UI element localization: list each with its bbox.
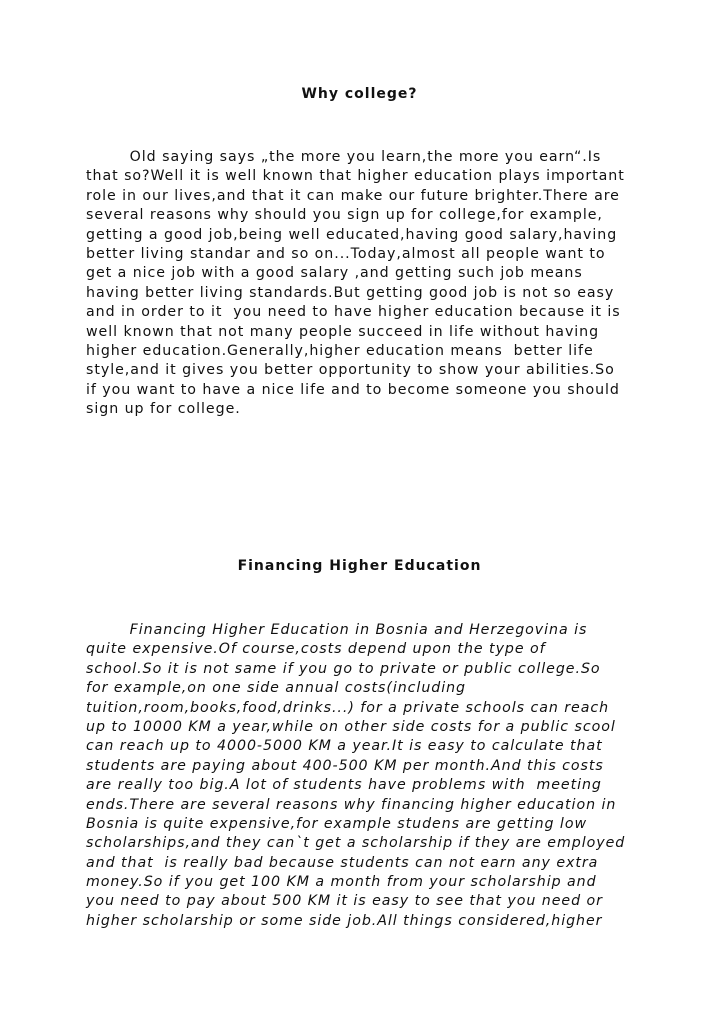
- text-line: Old saying says „the more you learn,the more you earn“.Is: [86, 149, 602, 165]
- text-line: Financing Higher Education in Bosnia and Herzegovina is: [86, 622, 588, 638]
- text-line: higher education.Generally,higher education means better life: [86, 342, 594, 359]
- text-line: scholarships,and they can`t get a scholarship if they are employed: [86, 835, 626, 852]
- text-line: get a nice job with a good salary ,and getting such job means: [86, 265, 583, 282]
- text-line: having better living standards.But getting good job is not so easy: [86, 284, 615, 301]
- text-line: for example,on one side annual costs(including: [86, 680, 467, 697]
- text-line: Bosnia is quite expensive,for example studens are getting low: [86, 815, 588, 832]
- text-line: that so?Well it is well known that higher education plays important: [86, 168, 625, 185]
- text-line: ends.There are several reasons why financing higher education in: [86, 796, 617, 813]
- text-line: and in order to it you need to have higher education because it is: [86, 304, 621, 321]
- text-line: if you want to have a nice life and to become someone you should: [86, 381, 620, 398]
- text-line: sign up for college.: [86, 401, 241, 418]
- section-body-financing: [86, 621, 636, 931]
- text-line: quite expensive.Of course,costs depend upon the type of: [86, 641, 546, 658]
- section-title-financing: Financing Higher Education: [237, 558, 482, 574]
- section-title-why-college: Why college?: [301, 86, 418, 102]
- text-line: can reach up to 4000-5000 KM a year.It is easy to calculate that: [86, 738, 603, 755]
- text-line: up to 10000 KM a year,while on other side costs for a public scool: [86, 718, 616, 735]
- text-line: style,and it gives you better opportunity to show your abilities.So: [86, 362, 615, 379]
- text-line: getting a good job,being well educated,having good salary,having: [86, 226, 618, 243]
- text-line: better living standar and so on...Today,almost all people want to: [86, 245, 606, 262]
- text-line: role in our lives,and that it can make our future brighter.There are: [86, 187, 620, 204]
- text-line: several reasons why should you sign up for college,for example,: [86, 207, 603, 224]
- text-line: students are paying about 400-500 KM per month.And this costs: [86, 757, 604, 774]
- text-line: tuition,room,books,food,drinks...) for a private schools can reach: [86, 699, 610, 716]
- text-line: well known that not many people succeed in life without having: [86, 323, 600, 340]
- text-line: you need to pay about 500 KM it is easy to see that you need or: [86, 893, 603, 910]
- text-line: higher scholarship or some side job.All things considered,higher: [86, 912, 603, 929]
- text-line: and that is really bad because students can not earn any extra: [86, 854, 599, 871]
- section-body-why-college: [86, 148, 636, 419]
- text-line: are really too big.A lot of students have problems with meeting: [86, 777, 602, 794]
- text-line: school.So it is not same if you go to private or public college.So: [86, 660, 601, 677]
- text-line: money.So if you get 100 KM a month from your scholarship and: [86, 874, 597, 891]
